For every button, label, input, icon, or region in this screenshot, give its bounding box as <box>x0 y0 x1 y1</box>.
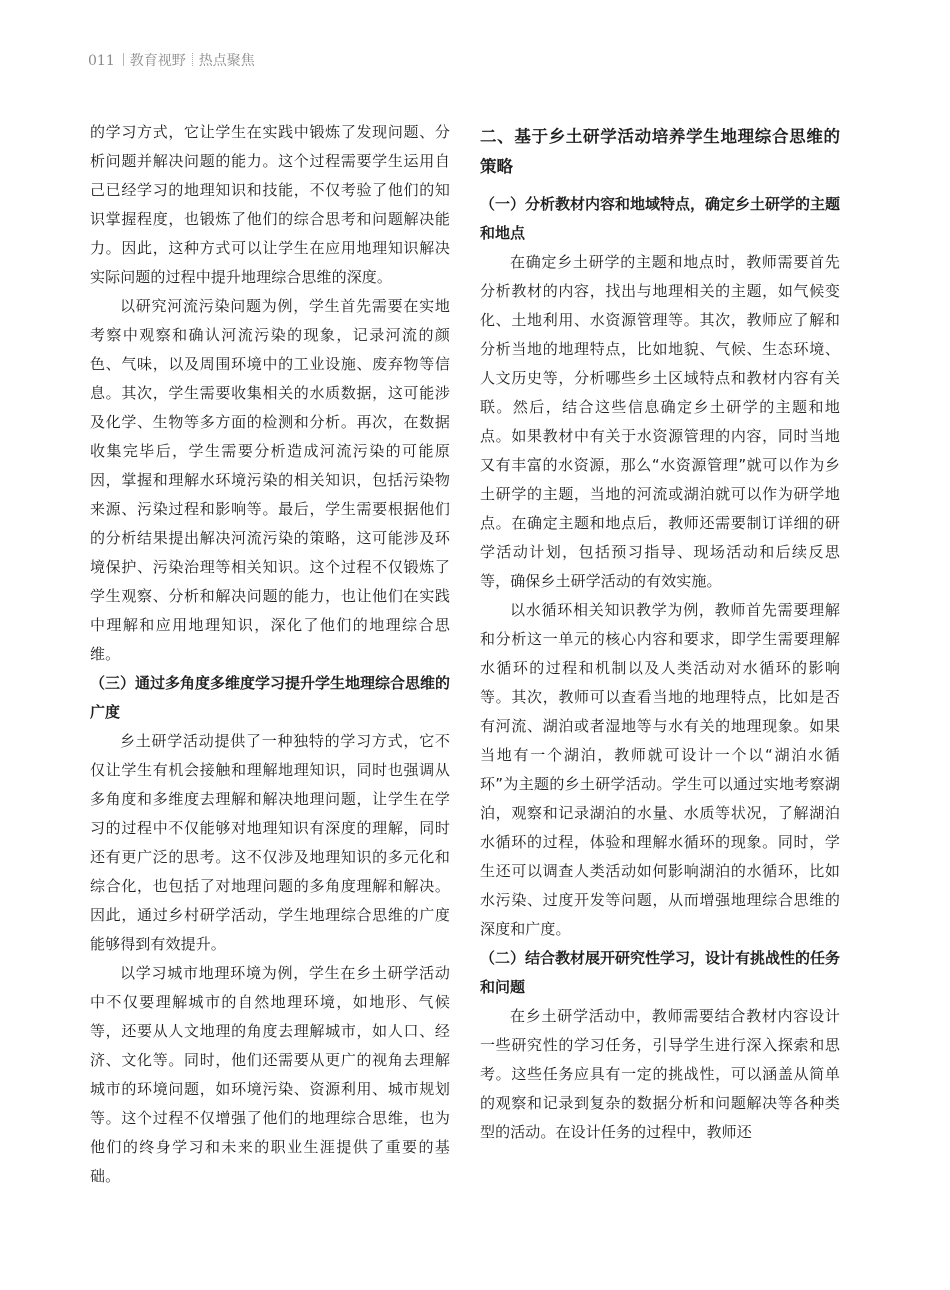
section-title: 二、基于乡土研学活动培养学生地理综合思维的策略 <box>480 127 840 176</box>
page-number: 011 <box>88 53 115 69</box>
running-header <box>88 50 255 72</box>
left-paragraph-4: 以学习城市地理环境为例，学生在乡土研学活动中不仅要理解城市的自然地理环境，如地形、气候等，还要从人文地理的角度去理解城市，如人口、经济、文化等。同时，他们还需要从更广的视角去理解城市的环境问题，如环境污染、资源利用、城市规划等。这个过程不仅增强了他们的地理综合思维，也为他们的终身学习和未来的职业生涯提供了重要的基础。 <box>90 964 450 1185</box>
subheading-1: （一）分析教材内容和地域特点，确定乡土研学的主题和地点 <box>480 195 841 242</box>
header-dotted-divider <box>192 53 193 66</box>
header-section: 教育视野 <box>129 53 186 69</box>
header-divider <box>123 53 124 66</box>
left-column <box>90 118 450 1191</box>
right-paragraph-3: 在乡土研学活动中，教师需要结合教材内容设计一些研究性的学习任务，引导学生进行深入探索和思考。这些任务应具有一定的挑战性，可以涵盖从简单的观察和记录到复杂的数据分析和问题解决等各种类型的活动。在设计任务的过程中，教师还 <box>480 1007 840 1141</box>
left-paragraph-1: 的学习方式，它让学生在实践中锻炼了发现问题、分析问题并解决问题的能力。这个过程需要学生运用自己已经学习的地理知识和技能，不仅考验了他们的知识掌握程度，也锻炼了他们的综合思考和问题解决能力。因此，这种方式可以让学生在应用地理知识解决实际问题的过程中提升地理综合思维的深度。 <box>90 123 450 286</box>
right-column <box>480 118 840 1147</box>
subheading-3: （三）通过多角度多维度学习提升学生地理综合思维的广度 <box>90 674 451 721</box>
right-paragraph-2: 以水循环相关知识教学为例，教师首先需要理解和分析这一单元的核心内容和要求，即学生需要理解水循环的过程和机制以及人类活动对水循环的影响等。其次，教师可以查看当地的地理特点，比如是否有河流、湖泊或者湿地等与水有关的地理现象。如果当地有一个湖泊，教师就可设计一个以“湖泊水循环”为主题的乡土研学活动。学生可以通过实地考察湖泊，观察和记录湖泊的水量、水质等状况，了解湖泊水循环的过程，体验和理解水循环的现象。同时，学生还可以调查人类活动如何影响湖泊的水循环，比如水污染、过度开发等问题，从而增强地理综合思维的深度和广度。 <box>480 601 840 938</box>
right-paragraph-1: 在确定乡土研学的主题和地点时，教师需要首先分析教材的内容，找出与地理相关的主题，如气候变化、土地利用、水资源管理等。其次，教师应了解和分析当地的地理特点，比如地貌、气候、生态环境、人文历史等，分析哪些乡土区域特点和教材内容有关联。然后，结合这些信息确定乡土研学的主题和地点。如果教材中有关于水资源管理的内容，同时当地又有丰富的水资源，那么“水资源管理”就可以作为乡土研学的主题，当地的河流或湖泊就可以作为研学地点。在确定主题和地点后，教师还需要制订详细的研学活动计划，包括预习指导、现场活动和后续反思等，确保乡土研学活动的有效实施。 <box>480 253 840 590</box>
header-column: 热点聚焦 <box>198 53 255 69</box>
left-paragraph-2: 以研究河流污染问题为例，学生首先需要在实地考察中观察和确认河流污染的现象，记录河流的颜色、气味，以及周围环境中的工业设施、废弃物等信息。其次，学生需要收集相关的水质数据，这可能涉及化学、生物等多方面的检测和分析。再次，在数据收集完毕后，学生需要分析造成河流污染的可能原因，掌握和理解水环境污染的相关知识，包括污染物来源、污染过程和影响等。最后，学生需要根据他们的分析结果提出解决河流污染的策略，这可能涉及环境保护、污染治理等相关知识。这个过程不仅锻炼了学生观察、分析和解决问题的能力，也让他们在实践中理解和应用地理知识，深化了他们的地理综合思维。 <box>90 297 450 663</box>
left-paragraph-3: 乡土研学活动提供了一种独特的学习方式，它不仅让学生有机会接触和理解地理知识，同时也强调从多角度和多维度去理解和解决地理问题，让学生在学习的过程中不仅能够对地理知识有深度的理解，同时还有更广泛的思考。这不仅涉及地理知识的多元化和综合化，也包括了对地理问题的多角度理解和解决。因此，通过乡村研学活动，学生地理综合思维的广度能够得到有效提升。 <box>90 732 450 953</box>
subheading-2: （二）结合教材展开研究性学习，设计有挑战性的任务和问题 <box>480 949 841 996</box>
